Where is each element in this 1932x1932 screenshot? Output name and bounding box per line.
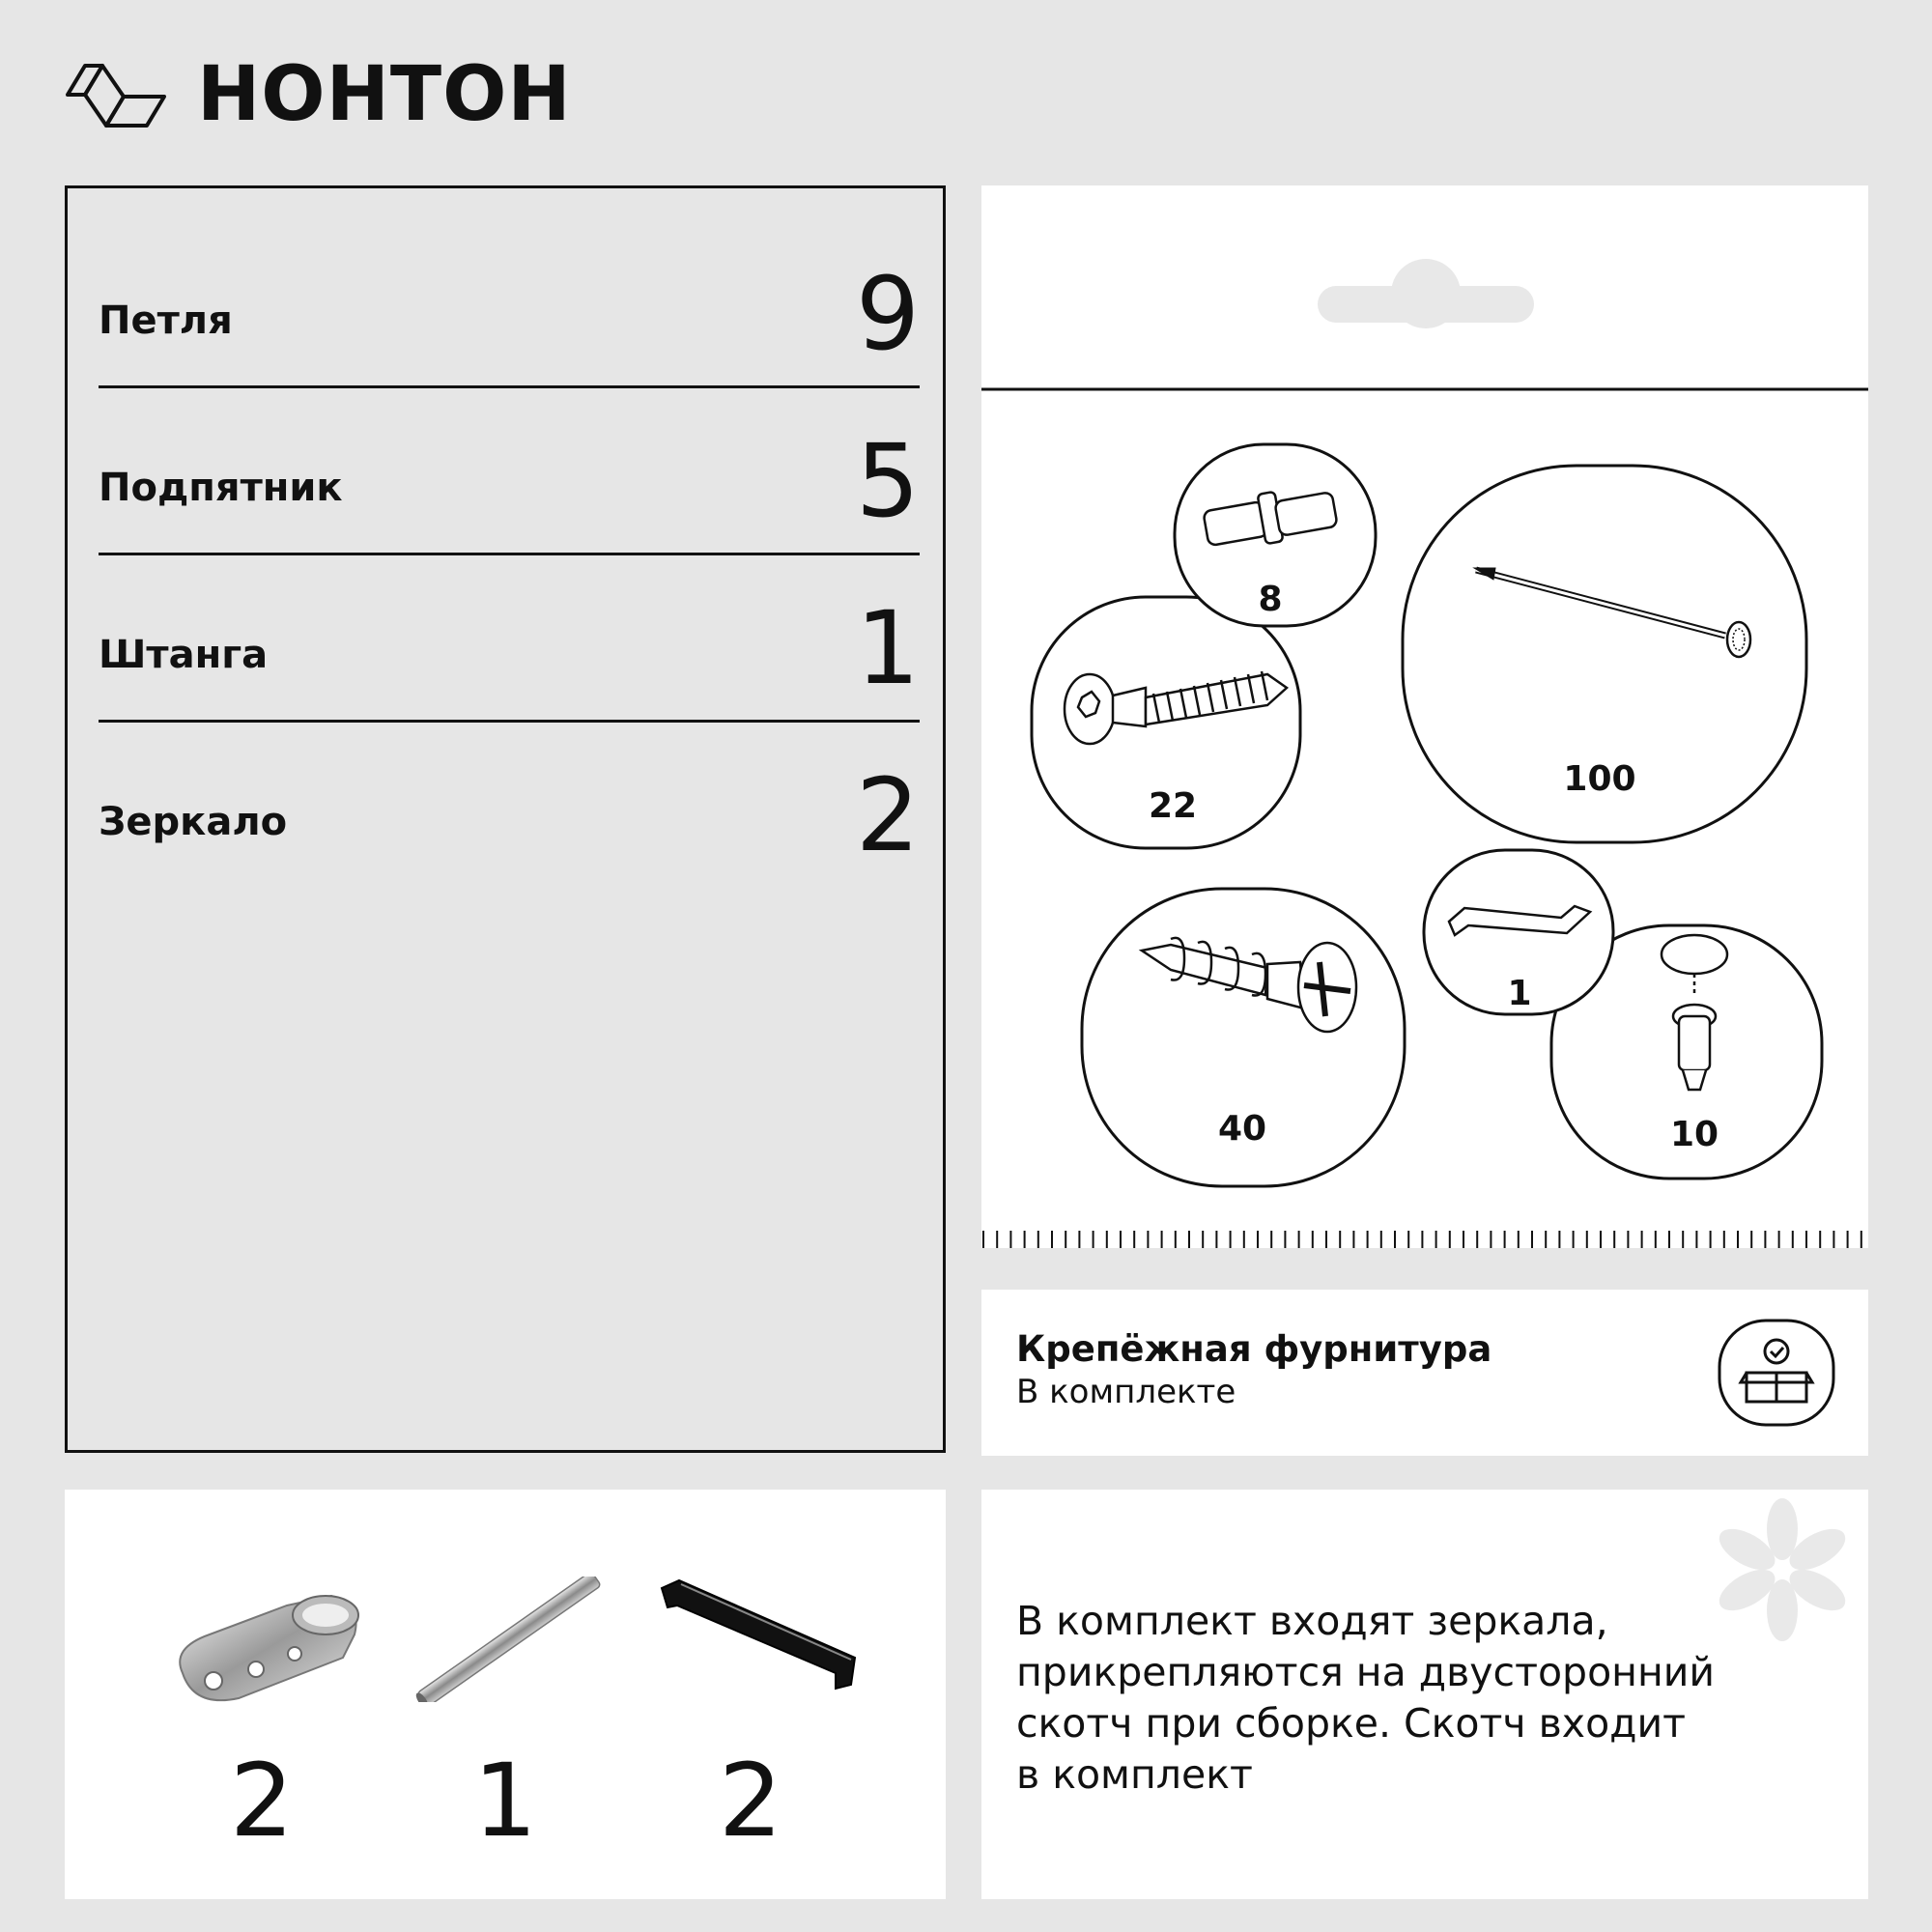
component-name: Штанга (99, 633, 269, 677)
hang-tab-icon (1318, 259, 1534, 328)
component-name: Зеркало (99, 800, 288, 844)
note-line: в комплект (1016, 1751, 1253, 1798)
hardware-qty-label: 10 (1669, 1115, 1719, 1154)
fittings-card (981, 1290, 1868, 1456)
component-row (99, 554, 920, 723)
component-qty: 5 (855, 422, 920, 540)
hardware-qty-label: 1 (1507, 974, 1532, 1013)
zigzag-logo-icon (64, 58, 168, 133)
ruler-ticks (981, 1231, 1868, 1256)
rod-tube-icon (412, 1577, 606, 1702)
component-qty: 1 (855, 589, 920, 707)
note-text (1016, 1596, 1789, 1801)
hardware-qty-label: 8 (1258, 580, 1283, 619)
hardware-qty-label: 40 (1217, 1109, 1267, 1149)
part-qty: 2 (229, 1742, 295, 1860)
note-line: скотч при сборке. Скотч входит (1016, 1700, 1687, 1747)
note-card (981, 1490, 1868, 1899)
component-qty: 2 (855, 756, 920, 874)
brand-name: НОНТОН (197, 51, 572, 138)
handle-icon (652, 1577, 865, 1702)
fittings-title: Крепёжная фурнитура (1016, 1328, 1492, 1370)
note-line: прикрепляются на двусторонний (1016, 1649, 1716, 1695)
part-qty: 2 (718, 1742, 783, 1860)
note-line: В комплект входят зеркала, (1016, 1598, 1608, 1644)
hardware-qty-label: 22 (1148, 786, 1198, 826)
hardware-bag-panel (981, 185, 1868, 1256)
component-qty: 9 (855, 255, 920, 373)
component-row (99, 386, 920, 555)
fittings-subtitle: В комплекте (1016, 1373, 1236, 1411)
component-row (99, 219, 920, 388)
parts-card (65, 1490, 946, 1899)
hardware-qty-label: 100 (1563, 759, 1636, 799)
component-name: Петля (99, 298, 233, 343)
box-check-icon (1718, 1319, 1835, 1427)
component-name: Подпятник (99, 466, 343, 510)
part-qty: 1 (472, 1742, 538, 1860)
rod-holder-icon (171, 1577, 364, 1712)
component-row (99, 721, 920, 887)
components-list (65, 185, 946, 1453)
